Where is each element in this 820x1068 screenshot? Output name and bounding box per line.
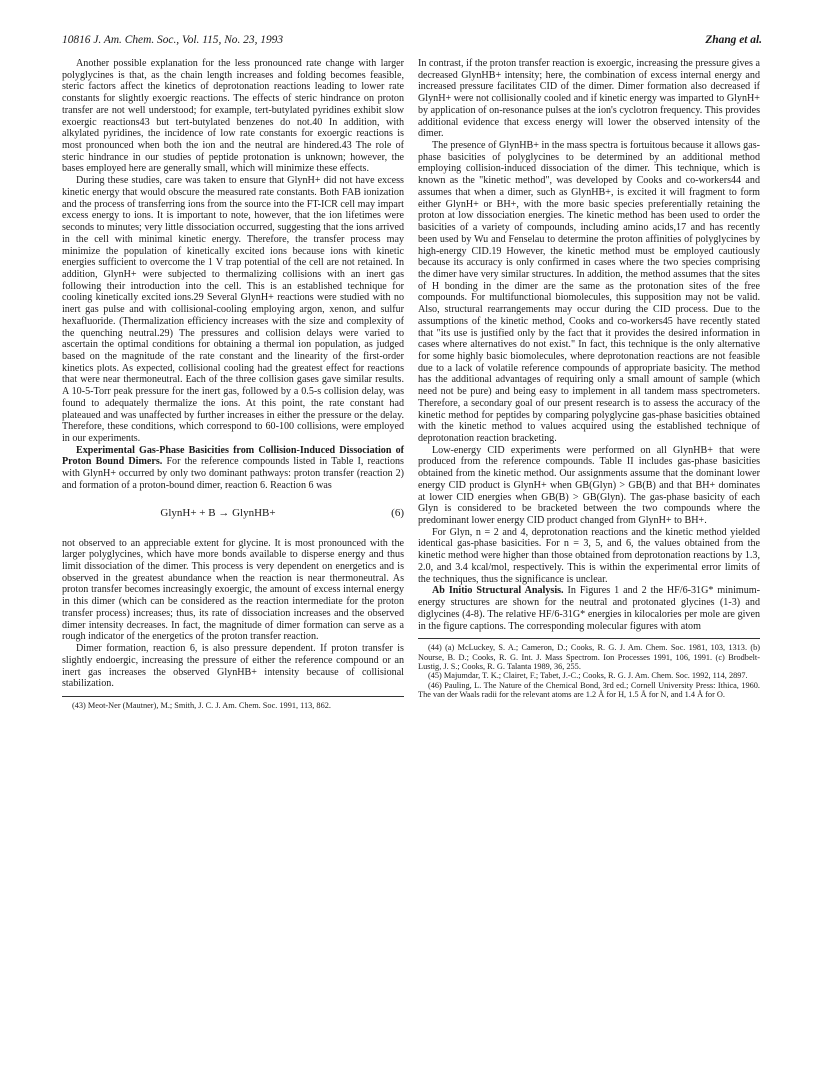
equation-number: (6): [391, 506, 404, 519]
author-running-head: Zhang et al.: [705, 34, 762, 46]
footnote: (44) (a) McLuckey, S. A.; Cameron, D.; Cooks, R. G. J. Am. Chem. Soc. 1981, 103, 1313. (b) Nourse, B. D.; Cooks, R. G. Int. J. Mass Spectrom. Ion Processes 1991, 106, 1991. (c) Brodbelt-Lustig, J. S.; Cooks, R. G. Talanta 1989, 36, 255.: [418, 643, 760, 672]
body-paragraph: The presence of GlynHB+ in the mass spectra is fortuitous because it allows gas-phase basicities of polyglycines to be determined by an additional method employing collision-induced dissociation of the dimer. This technique, which is known as the "kinetic method", was developed by Cooks and co-workers44 and assumes that when a dimer, such as GlynHB+, is excited it will fragment to form either GlynH+ or BH+, with the more basic species preferentially retaining the proton at low dissociation energies. The kinetic method has been used to order the basicities of a variety of compounds, including amino acids,17 and has recently been used by Wu and Fenselau to determine the proton affinities of polyglycines by high-energy CID.19 However, the kinetic method must be employed cautiously because its accuracy is only confirmed in cases where the two species comprising the dimer have very similar structures. In addition, the method assumes that the sites of H bonding in the dimer are the same as the protonation sites of the free compounds. For multifunctional biomolecules, this supposition may not be valid. Also, structural rearrangements may occur during the CID process. Due to the assumptions of the kinetic method, Cooks and co-workers45 have recently stated that "its use is justified only by the fact that it provides the desired information in cases where alternatives do not exist." In fact, this technique is the only alternative for some highly basic biomolecules, where deprotonation reactions are not feasible due to a lack of volatile reference compounds of appropriate basicity. The method has the additional advantages of requiring only a small amount of sample (which need not be pure) and being easy to implement in all tandem mass spectrometers. Therefore, a secondary goal of our present research is to assess the accuracy of the kinetic method for peptides by comparing polyglycine gas-phase basicities obtained with the kinetic method to values acquired using the established technique of deprotonation reaction bracketing.: [418, 140, 760, 444]
body-paragraph: During these studies, care was taken to ensure that GlynH+ did not have excess kinetic energy that would obscure the measured rate constants. Both FAB ionization and the process of transferring ions from the source into the FT-ICR cell may impart excess energy to ions. It is important to note, however, that the ion lifetimes were seconds to minutes; very little dissociation occurred, suggesting that the ions arrived in the cell with minimal kinetic energy. Therefore, the transfer process may minimize the population of kinetically excited ions because ions with kinetic energies sufficient to overcome the 1 V trap potential of the cell are not retained. In addition, GlynH+ were subjected to thermalizing collisions with an inert gas following their introduction into the cell. This is an established technique for cooling kinetically excited ions.29 Several GlynH+ reactions were studied with no inert gas pulse and with collisional-cooling employing argon, xenon, and sulfur hexafluoride. (Thermalization efficiency increases with the size and complexity of the quenching neutral.29) The pressures and collision delays were varied to ascertain the optimal conditions for obtaining a thermal ion population, as judged based on the magnitude of the rate constant and the linearity of the first-order kinetics plots. As expected, collisional cooling had the greatest effect for reactions that were near thermoneutral. Each of the three collision gases gave similar results. A 10-5-Torr peak pressure for the inert gas, followed by a 0.5-s collision delay, was found to adequately thermalize the ions. At this point, the rate constant had plateaued and was unaffected by further increases in either the pressure or the delay. Therefore, these conditions, which correspond to 60-100 collisions, were employed in our experiments.: [62, 175, 404, 444]
body-paragraph: Another possible explanation for the less pronounced rate change with larger polyglycines is that, as the chain length increases and folding becomes feasible, steric factors affect the kinetics of deprotonation reactions leading to lower rate constants for slightly exoergic reactions. The effects of steric hindrance on proton transfer are not well understood; for example, tert-butylated pyridines exhibit slow exoergic reactions43 but tert-butylated benzenes do not.40 In addition, with alkylated pyridines, the incidence of low rate constants for exoergic reactions is most pronounced when both the ion and the neutral are hindered.43 The role of steric hindrance in our studies of peptide protonation is unknown; however, the bases employed here are generally small, which will minimize these effects.: [62, 58, 404, 175]
section-text: For the reference compounds listed in Table I, reactions with GlynH+ occurred by only two dominant pathways: proton transfer (reaction 2) and formation of a proton-bound dimer, reaction 6. Reaction 6 was: [62, 456, 404, 491]
equation: [62, 494, 404, 534]
footnote: (43) Meot-Ner (Mautner), M.; Smith, J. C. J. Am. Chem. Soc. 1991, 113, 862.: [72, 700, 331, 710]
section-paragraph: [62, 445, 404, 492]
right-column: [418, 58, 760, 700]
footnote: (45) Majumdar, T. K.; Clairet, F.; Tabet, J.-C.; Cooks, R. G. J. Am. Chem. Soc. 1992, 114, 2897.: [428, 671, 748, 681]
body-paragraph: For Glyn, n = 2 and 4, deprotonation reactions and the kinetic method yielded identical gas-phase basicities. For n = 3, 5, and 6, the values obtained from the kinetic method were higher than those obtained from deprotonation reactions by 1.3, 2.0, and 3.4 kcal/mol, respectively. This is within the experimental error limits of the techniques, thus the significance is unclear.: [418, 526, 760, 585]
journal-citation: 10816 J. Am. Chem. Soc., Vol. 115, No. 23, 1993: [62, 34, 284, 46]
section-text: In Figures 1 and 2 the HF/6-31G* minimum-energy structures are shown for the neutral and protonated glycines (1-3) and diglycines (4-8). The relative HF/6-31G* energies in kilocalories per mole are given in the figure captions. The corresponding molecular figures with atom: [418, 585, 760, 632]
section-paragraph: [418, 585, 760, 632]
equation-body: GlynH+ + B → GlynHB+: [160, 506, 276, 519]
footnotes: [62, 696, 404, 710]
body-paragraph: In contrast, if the proton transfer reaction is exoergic, increasing the pressure gives a decreased GlynHB+ intensity; here, the combination of excess internal energy and increased pressure facilitates CID of the dimer. Dimer formation also decreased if GlynH+ were not collisionally cooled and if kinetic energy was imparted to GlynH+ by application of on-resonance pulses at the ion's cyclotron frequency. This provides additional evidence that excess energy will lower the observed intensity of the dimer.: [418, 58, 760, 140]
footnotes: [418, 638, 760, 699]
body-paragraph: not observed to an appreciable extent for glycine. It is most pronounced with the larger polyglycines, which have more bonds available to disperse energy and thus limit dissociation of the dimer. This process is very dependent on energetics and is observed in the greatest abundance when the reaction is near thermoneutral. As proton transfer becomes increasingly exoergic, the amount of excess internal energy in this dimer (which can be considered as the reaction intermediate for the proton transfer process) increases; thus, its rate of dissociation increases and the observed dimer intensity decreases. In fact, the magnitude of dimer formation can serve as a rough indicator of the energetics of the proton transfer reaction.: [62, 537, 404, 643]
left-column: [62, 58, 404, 710]
section-heading: Ab Initio Structural Analysis.: [432, 585, 564, 597]
body-paragraph: Low-energy CID experiments were performed on all GlynHB+ that were produced from the reference compounds. Table II includes gas-phase basicities obtained from the kinetic method. Our assignments assume that the dominant lower energy CID product is GlynH+ when GB(Glyn) > GB(B) and that BH+ dominates at lower CID energies when GB(B) > GB(Glyn). The gas-phase basicity of each Glyn is considered to be bracketed between the two compounds where the predominant lower energy CID product changed from GlynH+ to BH+.: [418, 444, 760, 527]
body-paragraph: Dimer formation, reaction 6, is also pressure dependent. If proton transfer is slightly endoergic, increasing the pressure of either the reference compound or an inert gas increases the observed GlynHB+ intensity because of collisional stabilization.: [62, 643, 404, 690]
running-header: [62, 34, 762, 50]
footnote: (46) Pauling, L. The Nature of the Chemical Bond, 3rd ed.; Cornell University Press: Ithica, 1960. The van der Waals radii for the relevant atoms are 1.2 Å for H, 1.5 Å for N, and 1.4 Å for O.: [418, 680, 760, 700]
section-heading: Experimental Gas-Phase Basicities from Collision-Induced Dissociation of Proton Bound Dimers.: [62, 444, 404, 468]
